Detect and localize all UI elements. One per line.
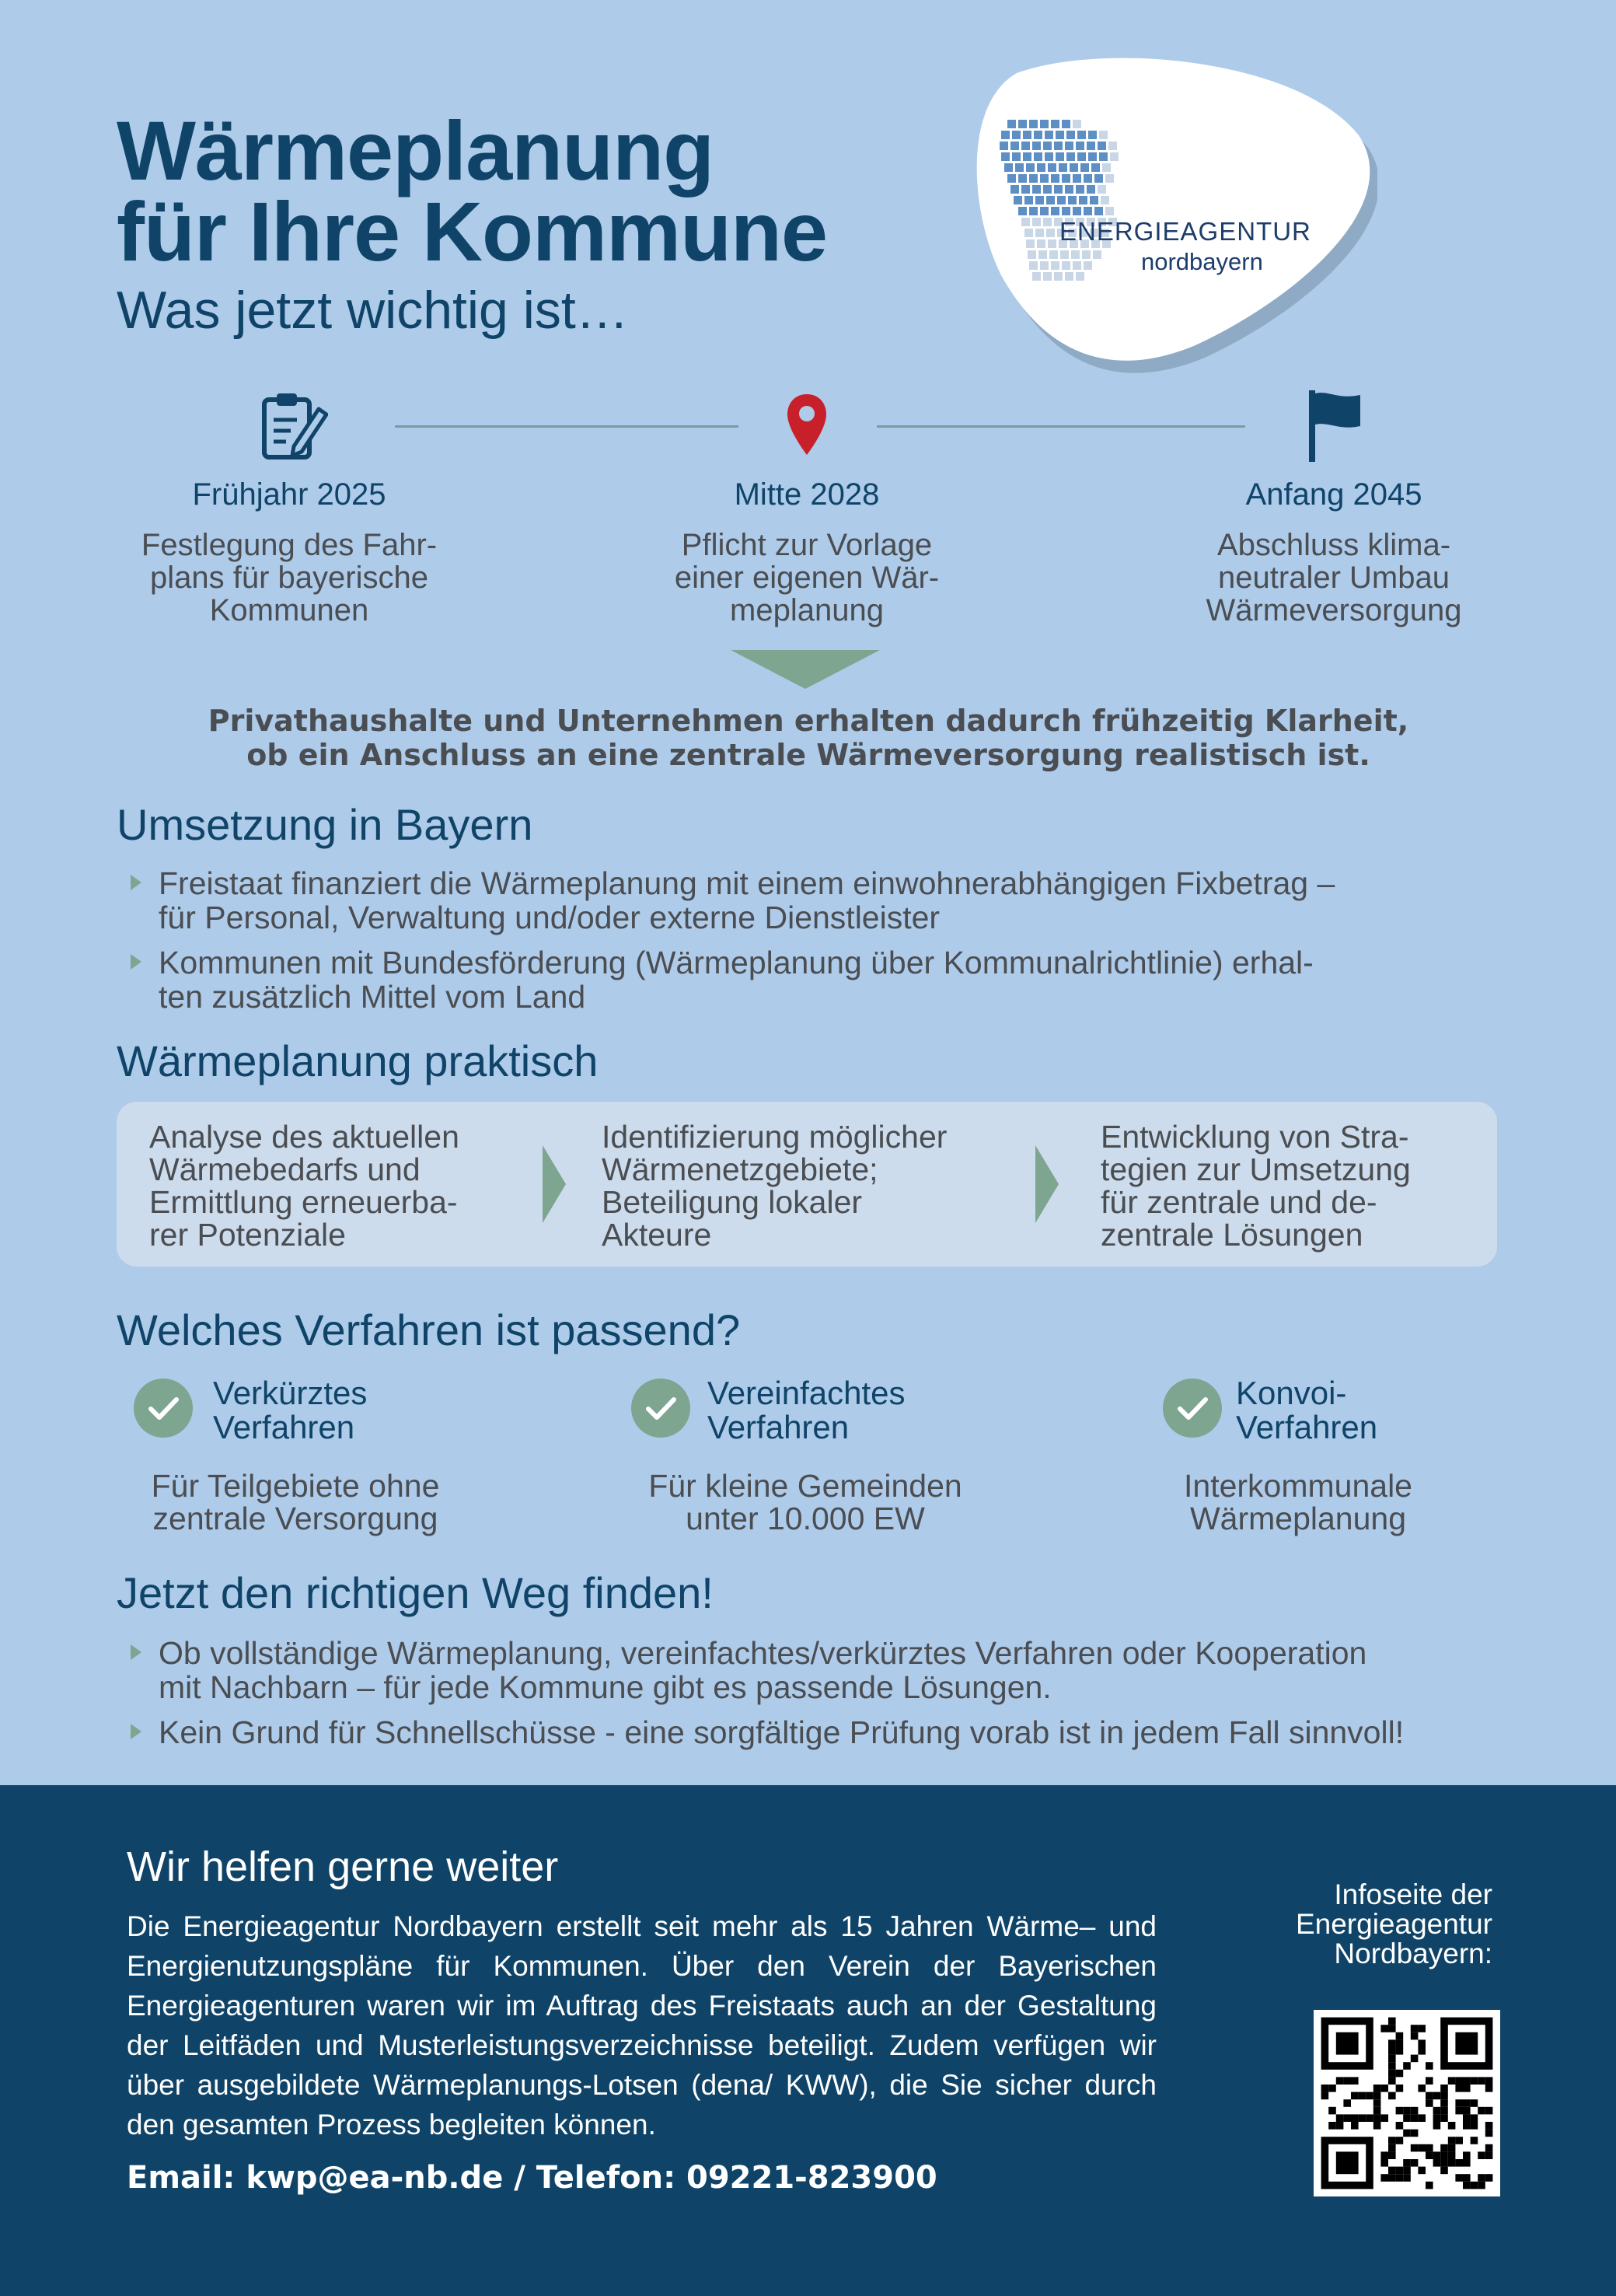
list-item: Kommunen mit Bundesförderung (Wärmeplanung über Kommunalrichtlinie) erhal- ten zusätzlich Mittel vom Land	[124, 945, 1524, 1014]
list-item: Freistaat finanziert die Wärmeplanung mit einem einwohnerabhängigen Fixbetrag – für Personal, Verwaltung und/oder externe Dienstleister	[124, 866, 1524, 935]
heading-verfahren: Welches Verfahren ist passend?	[117, 1305, 741, 1354]
bullet-arrow-icon	[131, 1644, 141, 1660]
weg-bullets	[124, 1636, 1524, 1760]
timeline-connector-right	[877, 425, 1245, 428]
qr-code-icon[interactable]	[1314, 2010, 1500, 2196]
verfahren-desc-2: Für kleine Gemeinden unter 10.000 EW	[648, 1468, 962, 1536]
verfahren-title-3: Konvoi- Verfahren	[1236, 1375, 1378, 1445]
heading-umsetzung: Umsetzung in Bayern	[117, 800, 533, 849]
energieagentur-logo	[970, 50, 1377, 376]
down-arrow-icon	[731, 650, 880, 689]
footer-text: Die Energieagentur Nordbayern erstellt seit mehr als 15 Jahren Wärme– und Energienutzungspläne für Kommunen. Über den Verein der Bayerischen Energieagenturen waren wir im Auftrag des Freistaats auch an der Gestaltung der Leitfäden und Musterleistungsverzeichnisse beteiligt. Zudem verfügen wir über ausgebildete Wärmeplanungs-Lotsen (dena/ KWW), die Sie sicher durch den gesamten Prozess begleiten können.	[127, 1910, 1157, 2140]
contact-line[interactable]: Email: kwp@ea-nb.de / Telefon: 09221-823900	[127, 2160, 937, 2196]
key-note: Privathaushalte und Unternehmen erhalten dadurch frühzeitig Klarheit, ob ein Anschluss an eine zentrale Wärmeversorgung realistisch ist.	[208, 704, 1409, 772]
qr-label: Infoseite der Energieagentur Nordbayern:	[1295, 1878, 1492, 1969]
bullet-arrow-icon	[131, 875, 141, 890]
check-icon	[1163, 1379, 1222, 1438]
timeline-date-1: Frühjahr 2025	[192, 477, 386, 512]
flag-icon	[1306, 389, 1363, 467]
heading-praktisch: Wärmeplanung praktisch	[117, 1036, 599, 1085]
timeline-desc-1: Festlegung des Fahr- plans für bayerische Kommunen	[141, 528, 438, 627]
timeline-date-3: Anfang 2045	[1245, 477, 1422, 512]
bayern-bullets	[124, 866, 1524, 1025]
process-step-1: Analyse des aktuellen Wärmebedarfs und Ermittlung erneuerba- rer Potenziale	[149, 1119, 459, 1253]
timeline-date-2: Mitte 2028	[734, 477, 880, 512]
footer-heading: Wir helfen gerne weiter	[127, 1843, 559, 1890]
verfahren-title-1: Verkürztes Verfahren	[213, 1375, 368, 1445]
page-title-line2: für Ihre Kommune	[117, 184, 828, 278]
check-icon	[631, 1379, 690, 1438]
clipboard-icon	[257, 390, 328, 465]
verfahren-desc-1: Für Teilgebiete ohne zentrale Versorgung	[151, 1468, 440, 1536]
bullet-arrow-icon	[131, 954, 141, 970]
process-step-2: Identifizierung möglicher Wärmenetzgebiete; Beteiligung lokaler Akteure	[602, 1119, 948, 1253]
logo-text-line1: ENERGIEAGENTUR	[1059, 217, 1311, 246]
timeline-desc-3: Abschluss klima- neutraler Umbau Wärmeversorgung	[1206, 528, 1462, 627]
process-step-3: Entwicklung von Stra- tegien zur Umsetzung für zentrale und de- zentrale Lösungen	[1101, 1119, 1411, 1253]
check-icon	[134, 1379, 193, 1438]
page-title-line1: Wärmeplanung	[117, 103, 714, 197]
list-item: Ob vollständige Wärmeplanung, vereinfachtes/verkürztes Verfahren oder Kooperation mit Nachbarn – für jede Kommune gibt es passende Lösungen.	[124, 1636, 1524, 1704]
verfahren-title-2: Vereinfachtes Verfahren	[707, 1375, 906, 1445]
heading-weg: Jetzt den richtigen Weg finden!	[117, 1568, 714, 1617]
list-item: Kein Grund für Schnellschüsse - eine sorgfältige Prüfung vorab ist in jedem Fall sinnvoll!	[124, 1715, 1524, 1749]
process-box	[117, 1102, 1497, 1267]
location-pin-icon	[785, 393, 829, 460]
timeline-connector-left	[395, 425, 738, 428]
bullet-arrow-icon	[131, 1724, 141, 1739]
process-arrow-icon	[1035, 1145, 1059, 1223]
process-arrow-icon	[543, 1145, 566, 1223]
verfahren-desc-3: Interkommunale Wärmeplanung	[1184, 1468, 1412, 1536]
logo-text-line2: nordbayern	[1141, 248, 1263, 275]
timeline-desc-2: Pflicht zur Vorlage einer eigenen Wär- meplanung	[674, 528, 940, 627]
page-subtitle: Was jetzt wichtig ist…	[117, 281, 629, 340]
